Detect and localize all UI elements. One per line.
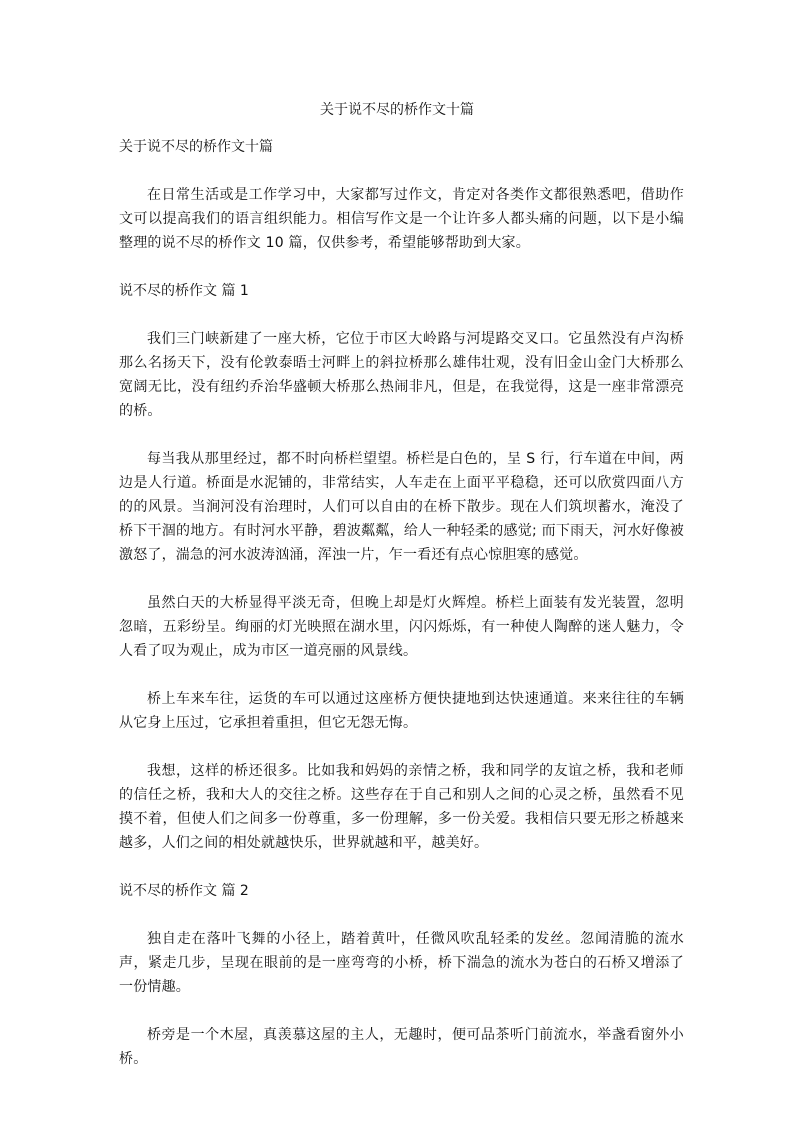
section-2-paragraph-1: 独自走在落叶飞舞的小径上，踏着黄叶，任微风吹乱轻柔的发丝。忽闻清脆的流水声，紧走几步，呈现在眼前的是一座弯弯的小桥，桥下湍急的流水为苍白的石桥又增添了一份情趣。 [119,931,684,995]
section-heading-2: 说不尽的桥作文 篇 2 [119,883,249,899]
spacer [119,567,684,591]
spacer [119,903,684,927]
section-1-paragraph-4: 桥上车来车往，运货的车可以通过这座桥方便快捷地到达快速通道。来来往往的车辆从它身上压过，它承担着重担，但它无怨无悔。 [119,691,684,731]
section-1-paragraph-1: 我们三门峡新建了一座大桥，它位于市区大岭路与河堤路交叉口。它虽然没有卢沟桥那么名扬天下，没有伦敦泰晤士河畔上的斜拉桥那么雄伟壮观，没有旧金山金门大桥那么宽阔无比，没有纽约乔治华盛顿大桥那么热闹非凡，但是，在我觉得，这是一座非常漂亮的桥。 [119,331,684,419]
spacer [119,855,684,879]
document-title: 关于说不尽的桥作文十篇 [320,102,474,118]
spacer [119,423,684,447]
spacer [119,159,684,183]
spacer [119,663,684,687]
document-subtitle: 关于说不尽的桥作文十篇 [119,139,273,155]
section-1-paragraph-2: 每当我从那里经过，都不时向桥栏望望。桥栏是白色的，呈 S 行，行车道在中间，两边是人行道。桥面是水泥铺的，非常结实，人车走在上面平平稳稳，还可以欣赏四面八方的的风景。当涧河没有治理时，人们可以自由的在桥下散步。现在人们筑坝蓄水，淹没了桥下干涸的地方。有时河水平静，碧波粼粼，给人一种轻柔的感觉; 而下雨天，河水好像被激怒了，湍急的河水波涛汹涌，浑浊一片，乍一看还有点心惊胆寒的感觉。 [119,451,684,563]
intro-paragraph: 在日常生活或是工作学习中，大家都写过作文，肯定对各类作文都很熟悉吧，借助作文可以提高我们的语言组织能力。相信写作文是一个让许多人都头痛的问题，以下是小编整理的说不尽的桥作文 10 篇，仅供参考，希望能够帮助到大家。 [119,187,684,251]
section-1-paragraph-5: 我想，这样的桥还很多。比如我和妈妈的亲情之桥，我和同学的友谊之桥，我和老师的信任之桥，我和大人的交往之桥。这些存在于自己和别人之间的心灵之桥，虽然看不见摸不着，但使人们之间多一份尊重，多一份理解，多一份关爱。我相信只要无形之桥越来越多，人们之间的相处就越快乐，世界就越和平，越美好。 [119,763,684,851]
section-2-paragraph-2: 桥旁是一个木屋，真羡慕这屋的主人，无趣时，便可品茶听门前流水，举盏看窗外小桥。 [119,1027,684,1067]
section-heading-1: 说不尽的桥作文 篇 1 [119,283,249,299]
spacer [119,999,684,1023]
document-body [119,135,684,1071]
section-1-paragraph-3: 虽然白天的大桥显得平淡无奇，但晚上却是灯火辉煌。桥栏上面装有发光装置，忽明忽暗，五彩纷呈。绚丽的灯光映照在湖水里，闪闪烁烁，有一种使人陶醉的迷人魅力，令人看了叹为观止，成为市区一道亮丽的风景线。 [119,595,684,659]
spacer [119,735,684,759]
spacer [119,303,684,327]
spacer [119,255,684,279]
